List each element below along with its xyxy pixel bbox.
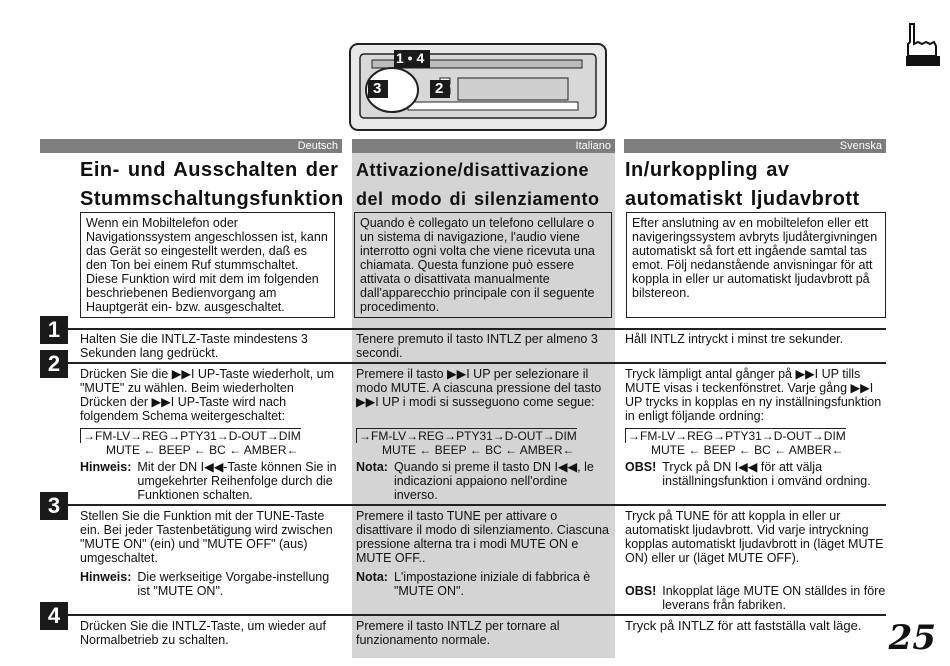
- sequence-forward: →FM-LV→REG→PTY31→D-OUT→DIM: [625, 428, 846, 443]
- title-line: In/urkoppling av: [625, 159, 790, 181]
- note-text: Quando si preme il tasto DN I◀◀, le indicazioni appaiono nell'ordine inverso.: [393, 460, 594, 502]
- intro-box-de: Wenn ein Mobiltelefon oder Navigationssystem angeschlossen ist, kann das Gerät so eingestellt werden, daß es den Ton bei einem Ruf stummschaltet. Diese Funktion wird mit dem im folgenden beschriebenen Bedienvorgang am Hauptgerät ein- bzw. ausgeschaltet.: [80, 212, 335, 318]
- callout-2: 2: [435, 80, 444, 97]
- step2-note-sv: [625, 460, 887, 488]
- step4-it: Premere il tasto INTLZ per tornare al funzionamento normale.: [356, 619, 560, 647]
- step-number-2: 2: [40, 350, 68, 378]
- note-text: Tryck på DN I◀◀ för att välja inställningsfunktion i omvänd ordning.: [662, 460, 871, 488]
- callout-1-4: 1 • 4: [396, 50, 425, 66]
- callout-3: 3: [373, 80, 382, 97]
- lang-label: Italiano: [575, 140, 611, 152]
- step1-de: Halten Sie die INTLZ-Taste mindestens 3 Sekunden lang gedrückt.: [80, 332, 308, 360]
- title-line: automatiskt ljudavbrott: [625, 188, 860, 210]
- car-stereo-drawing: [348, 42, 608, 132]
- step4-de: Drücken Sie die INTLZ-Taste, um wieder auf Normalbetrieb zu schalten.: [80, 619, 326, 647]
- step2-note-it: [356, 460, 612, 502]
- divider-step-3: [40, 504, 886, 506]
- note-label: OBS!: [625, 460, 657, 474]
- note-label: Hinweis:: [80, 460, 132, 474]
- sequence-forward: →FM-LV→REG→PTY31→D-OUT→DIM: [80, 428, 301, 443]
- step-number-1: 1: [40, 316, 68, 344]
- divider-step-1: [40, 328, 886, 330]
- step-number-4: 4: [40, 602, 68, 630]
- sequence-forward: →FM-LV→REG→PTY31→D-OUT→DIM: [356, 428, 577, 443]
- sequence-return: MUTE ← BEEP ← BC ← AMBER←: [382, 443, 575, 457]
- sequence-sv: [625, 428, 846, 457]
- title-line: Stummschaltungsfunktion: [80, 188, 344, 210]
- note-label: OBS!: [625, 584, 657, 598]
- step3-note-de: [80, 570, 342, 598]
- title-it: [356, 156, 600, 214]
- title-line: Attivazione/disattivazione: [356, 160, 590, 180]
- step2-de: Drücken Sie die ▶▶I UP-Taste wiederholt, um "MUTE" zu wählen. Beim wiederholten Drücken der ▶▶I UP-Taste wird nach folgendem Schema weitergeschaltet:: [80, 367, 335, 423]
- hand-pointer-icon: [904, 20, 944, 68]
- divider-step-2: [40, 362, 886, 364]
- lang-label: Svenska: [839, 140, 882, 152]
- intro-box-sv: Efter anslutning av en mobiltelefon eller ett navigeringssystem avbryts ljudåtergivningen automatiskt så fort ett ingående samtal tas emot. Följ nedanstående anvisningar för att koppla in eller ur automatiskt ljudavbrott på bilstereon.: [626, 212, 886, 318]
- intro-box-it: Quando è collegato un telefono cellulare o un sistema di navigazione, l'audio viene interrotto ogni volta che viene ricevuta una chiamata. Questa funzione può essere attivata o disattivata manualmente dall'apparecchio principale con il seguente procedimento.: [354, 212, 612, 318]
- note-text: Mit der DN I◀◀-Taste können Sie in umgekehrter Reihenfolge durch die Funktionen schalten.: [137, 460, 337, 502]
- lang-label: Deutsch: [297, 140, 338, 152]
- note-label: Nota:: [356, 570, 388, 584]
- note-label: Hinweis:: [80, 570, 132, 584]
- step3-it: Premere il tasto TUNE per attivare o disattivare il modo di silenziamento. Ciascuna pressione alterna tra i modi MUTE ON e MUTE OFF..: [356, 509, 609, 565]
- note-text: L'impostazione iniziale di fabbrica è "MUTE ON".: [393, 570, 591, 598]
- step-number-3: 3: [40, 492, 68, 520]
- title-line: del modo di silenziamento: [356, 189, 600, 209]
- step4-sv: Tryck på INTLZ för att fastställa valt läge.: [625, 618, 862, 633]
- step3-note-sv: [625, 584, 887, 612]
- sequence-it: [356, 428, 577, 457]
- step2-it: Premere il tasto ▶▶I UP per selezionare il modo MUTE. A ciascuna pressione del tasto ▶▶I UP i modi si susseguono come segue:: [356, 367, 602, 409]
- lang-bar-italiano: [352, 139, 615, 153]
- step3-de: Stellen Sie die Funktion mit der TUNE-Taste ein. Bei jeder Tastenbetätigung wird zwischen "MUTE ON" (ein) und "MUTE OFF" (aus) umgeschaltet.: [80, 509, 333, 565]
- step2-sv: Tryck lämpligt antal gånger på ▶▶I UP tills MUTE visas i teckenfönstret. Varje gång ▶▶I UP trycks in kopplas en ny inställningsfunktion in enligt följande ordning:: [625, 367, 882, 423]
- device-illustration: [348, 42, 608, 132]
- note-text: Die werkseitige Vorgabe-instellung ist "MUTE ON".: [137, 570, 330, 598]
- title-de: [80, 156, 344, 214]
- sequence-return: MUTE ← BEEP ← BC ← AMBER←: [651, 443, 844, 457]
- step1-it: Tenere premuto il tasto INTLZ per almeno 3 secondi.: [356, 332, 598, 360]
- sequence-return: MUTE ← BEEP ← BC ← AMBER←: [106, 443, 299, 457]
- step3-note-it: [356, 570, 612, 598]
- note-text: Inkopplat läge MUTE ON ställdes in före leverans från fabriken.: [662, 584, 886, 612]
- step3-sv: Tryck på TUNE för att koppla in eller ur automatiskt ljudavbrott. Vid varje intryckning kopplas automatiskt ljudavbrott in (läget MUTE ON) eller ur (läget MUTE OFF).: [625, 509, 884, 565]
- step2-note-de: [80, 460, 342, 502]
- lang-bar-deutsch: [40, 139, 342, 153]
- title-sv: [625, 156, 860, 214]
- divider-step-4: [40, 614, 886, 616]
- page-number: 25: [888, 618, 936, 658]
- note-label: Nota:: [356, 460, 388, 474]
- title-line: Ein- und Ausschalten der: [80, 159, 339, 181]
- lang-bar-svenska: [624, 139, 886, 153]
- sequence-de: [80, 428, 301, 457]
- step1-sv: Håll INTLZ intryckt i minst tre sekunder.: [625, 332, 844, 346]
